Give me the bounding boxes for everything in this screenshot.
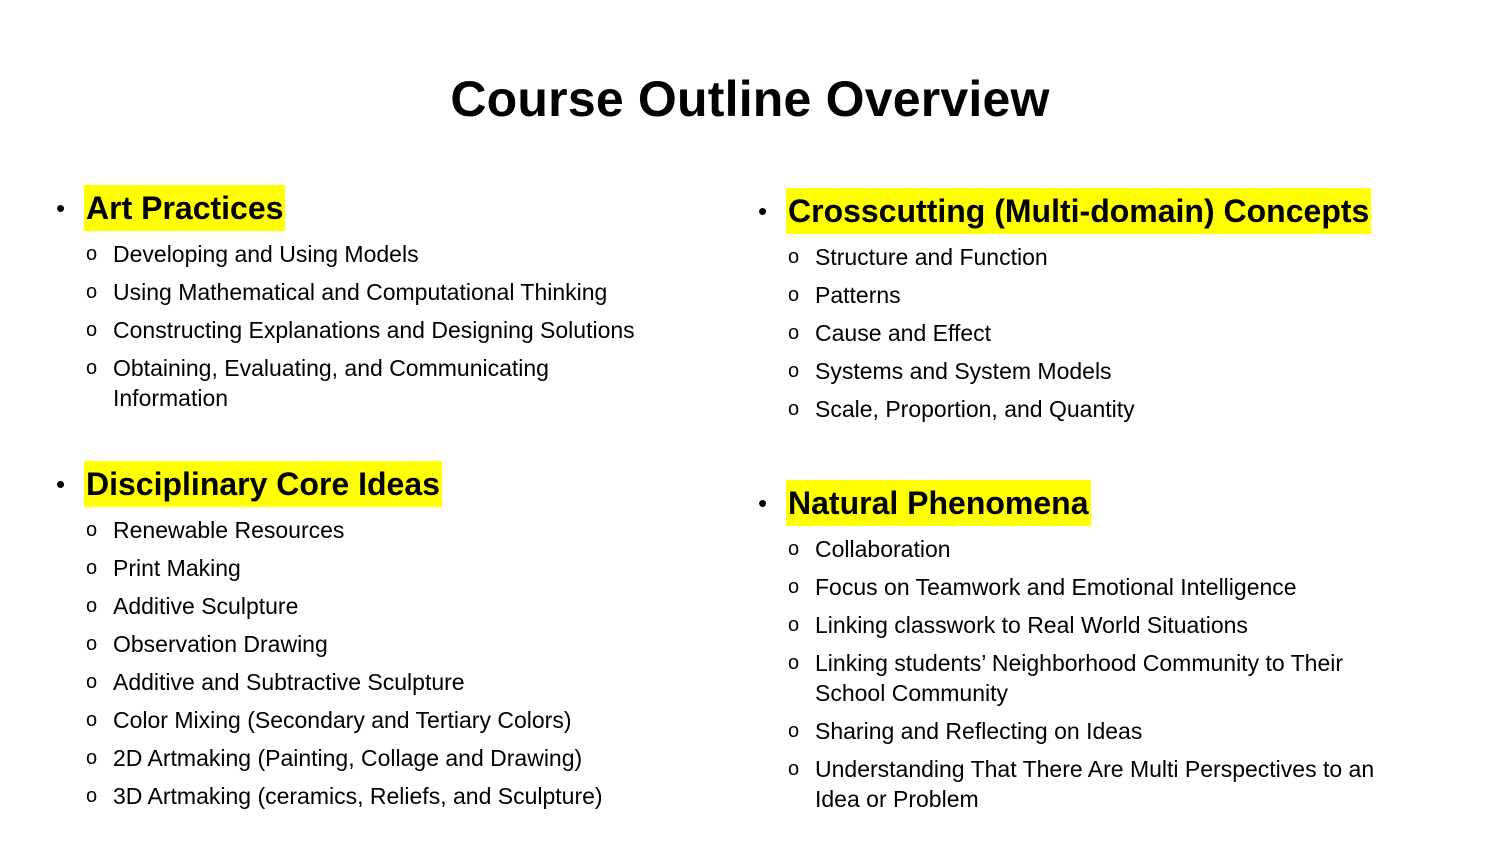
sub-list xyxy=(86,239,726,413)
list-item: o Additive Sculpture xyxy=(86,593,299,619)
list-item: o 3D Artmaking (ceramics, Reliefs, and Sculpture) xyxy=(86,783,603,809)
list-item: o Patterns xyxy=(788,282,901,308)
sub-list xyxy=(788,534,1458,814)
page-title: Course Outline Overview xyxy=(450,71,1050,127)
circle-bullet-icon: o xyxy=(788,322,800,344)
bullet-icon: • xyxy=(56,469,66,499)
section-art-practices xyxy=(56,185,726,413)
list-item: o Scale, Proportion, and Quantity xyxy=(788,396,1135,422)
list-item: o Obtaining, Evaluating, and Communicating Information xyxy=(86,355,549,411)
heading-highlight: Natural Phenomena xyxy=(786,480,1091,526)
circle-bullet-icon: o xyxy=(788,284,800,306)
circle-bullet-icon: o xyxy=(788,614,800,636)
circle-bullet-icon: o xyxy=(86,357,98,379)
list-item: o Linking classwork to Real World Situations xyxy=(788,612,1248,638)
list-item: o Developing and Using Models xyxy=(86,241,419,267)
list-item: o Observation Drawing xyxy=(86,631,328,657)
list-item: o 2D Artmaking (Painting, Collage and Drawing) xyxy=(86,745,583,771)
bullet-icon: • xyxy=(56,193,66,223)
heading-highlight: Art Practices xyxy=(84,185,285,231)
list-item: o Cause and Effect xyxy=(788,320,992,346)
list-item: o Constructing Explanations and Designing Solutions xyxy=(86,317,635,343)
heading-highlight: Crosscutting (Multi-domain) Concepts xyxy=(786,188,1371,234)
list-item: o Collaboration xyxy=(788,536,951,562)
list-item: o Understanding That There Are Multi Perspectives to an Idea or Problem xyxy=(788,756,1375,812)
circle-bullet-icon: o xyxy=(788,652,800,674)
list-item: o Additive and Subtractive Sculpture xyxy=(86,669,465,695)
sub-list xyxy=(86,515,726,811)
list-item: o Systems and System Models xyxy=(788,358,1112,384)
circle-bullet-icon: o xyxy=(788,360,800,382)
circle-bullet-icon: o xyxy=(86,633,98,655)
list-item: o Sharing and Reflecting on Ideas xyxy=(788,718,1143,744)
section-heading xyxy=(758,188,1458,234)
section-crosscutting-concepts xyxy=(758,188,1458,424)
list-item: o Renewable Resources xyxy=(86,517,345,543)
list-item: o Structure and Function xyxy=(788,244,1048,270)
circle-bullet-icon: o xyxy=(86,709,98,731)
circle-bullet-icon: o xyxy=(86,519,98,541)
circle-bullet-icon: o xyxy=(86,243,98,265)
circle-bullet-icon: o xyxy=(788,538,800,560)
bullet-icon: • xyxy=(758,196,768,226)
circle-bullet-icon: o xyxy=(788,398,800,420)
circle-bullet-icon: o xyxy=(788,758,800,780)
list-item: o Using Mathematical and Computational Thinking xyxy=(86,279,608,305)
circle-bullet-icon: o xyxy=(86,785,98,807)
circle-bullet-icon: o xyxy=(86,557,98,579)
list-item: o Color Mixing (Secondary and Tertiary Colors) xyxy=(86,707,572,733)
section-heading xyxy=(758,480,1458,526)
circle-bullet-icon: o xyxy=(86,319,98,341)
list-item: o Linking students’ Neighborhood Community to Their School Community xyxy=(788,650,1344,706)
section-heading xyxy=(56,461,726,507)
heading-highlight: Disciplinary Core Ideas xyxy=(84,461,442,507)
sub-list xyxy=(788,242,1458,424)
circle-bullet-icon: o xyxy=(86,281,98,303)
section-heading xyxy=(56,185,726,231)
section-natural-phenomena xyxy=(758,480,1458,814)
circle-bullet-icon: o xyxy=(788,720,800,742)
circle-bullet-icon: o xyxy=(86,747,98,769)
circle-bullet-icon: o xyxy=(788,576,800,598)
section-disciplinary-core-ideas xyxy=(56,461,726,811)
circle-bullet-icon: o xyxy=(86,671,98,693)
circle-bullet-icon: o xyxy=(788,246,800,268)
list-item: o Print Making xyxy=(86,555,241,581)
list-item: o Focus on Teamwork and Emotional Intelligence xyxy=(788,574,1297,600)
circle-bullet-icon: o xyxy=(86,595,98,617)
bullet-icon: • xyxy=(758,488,768,518)
